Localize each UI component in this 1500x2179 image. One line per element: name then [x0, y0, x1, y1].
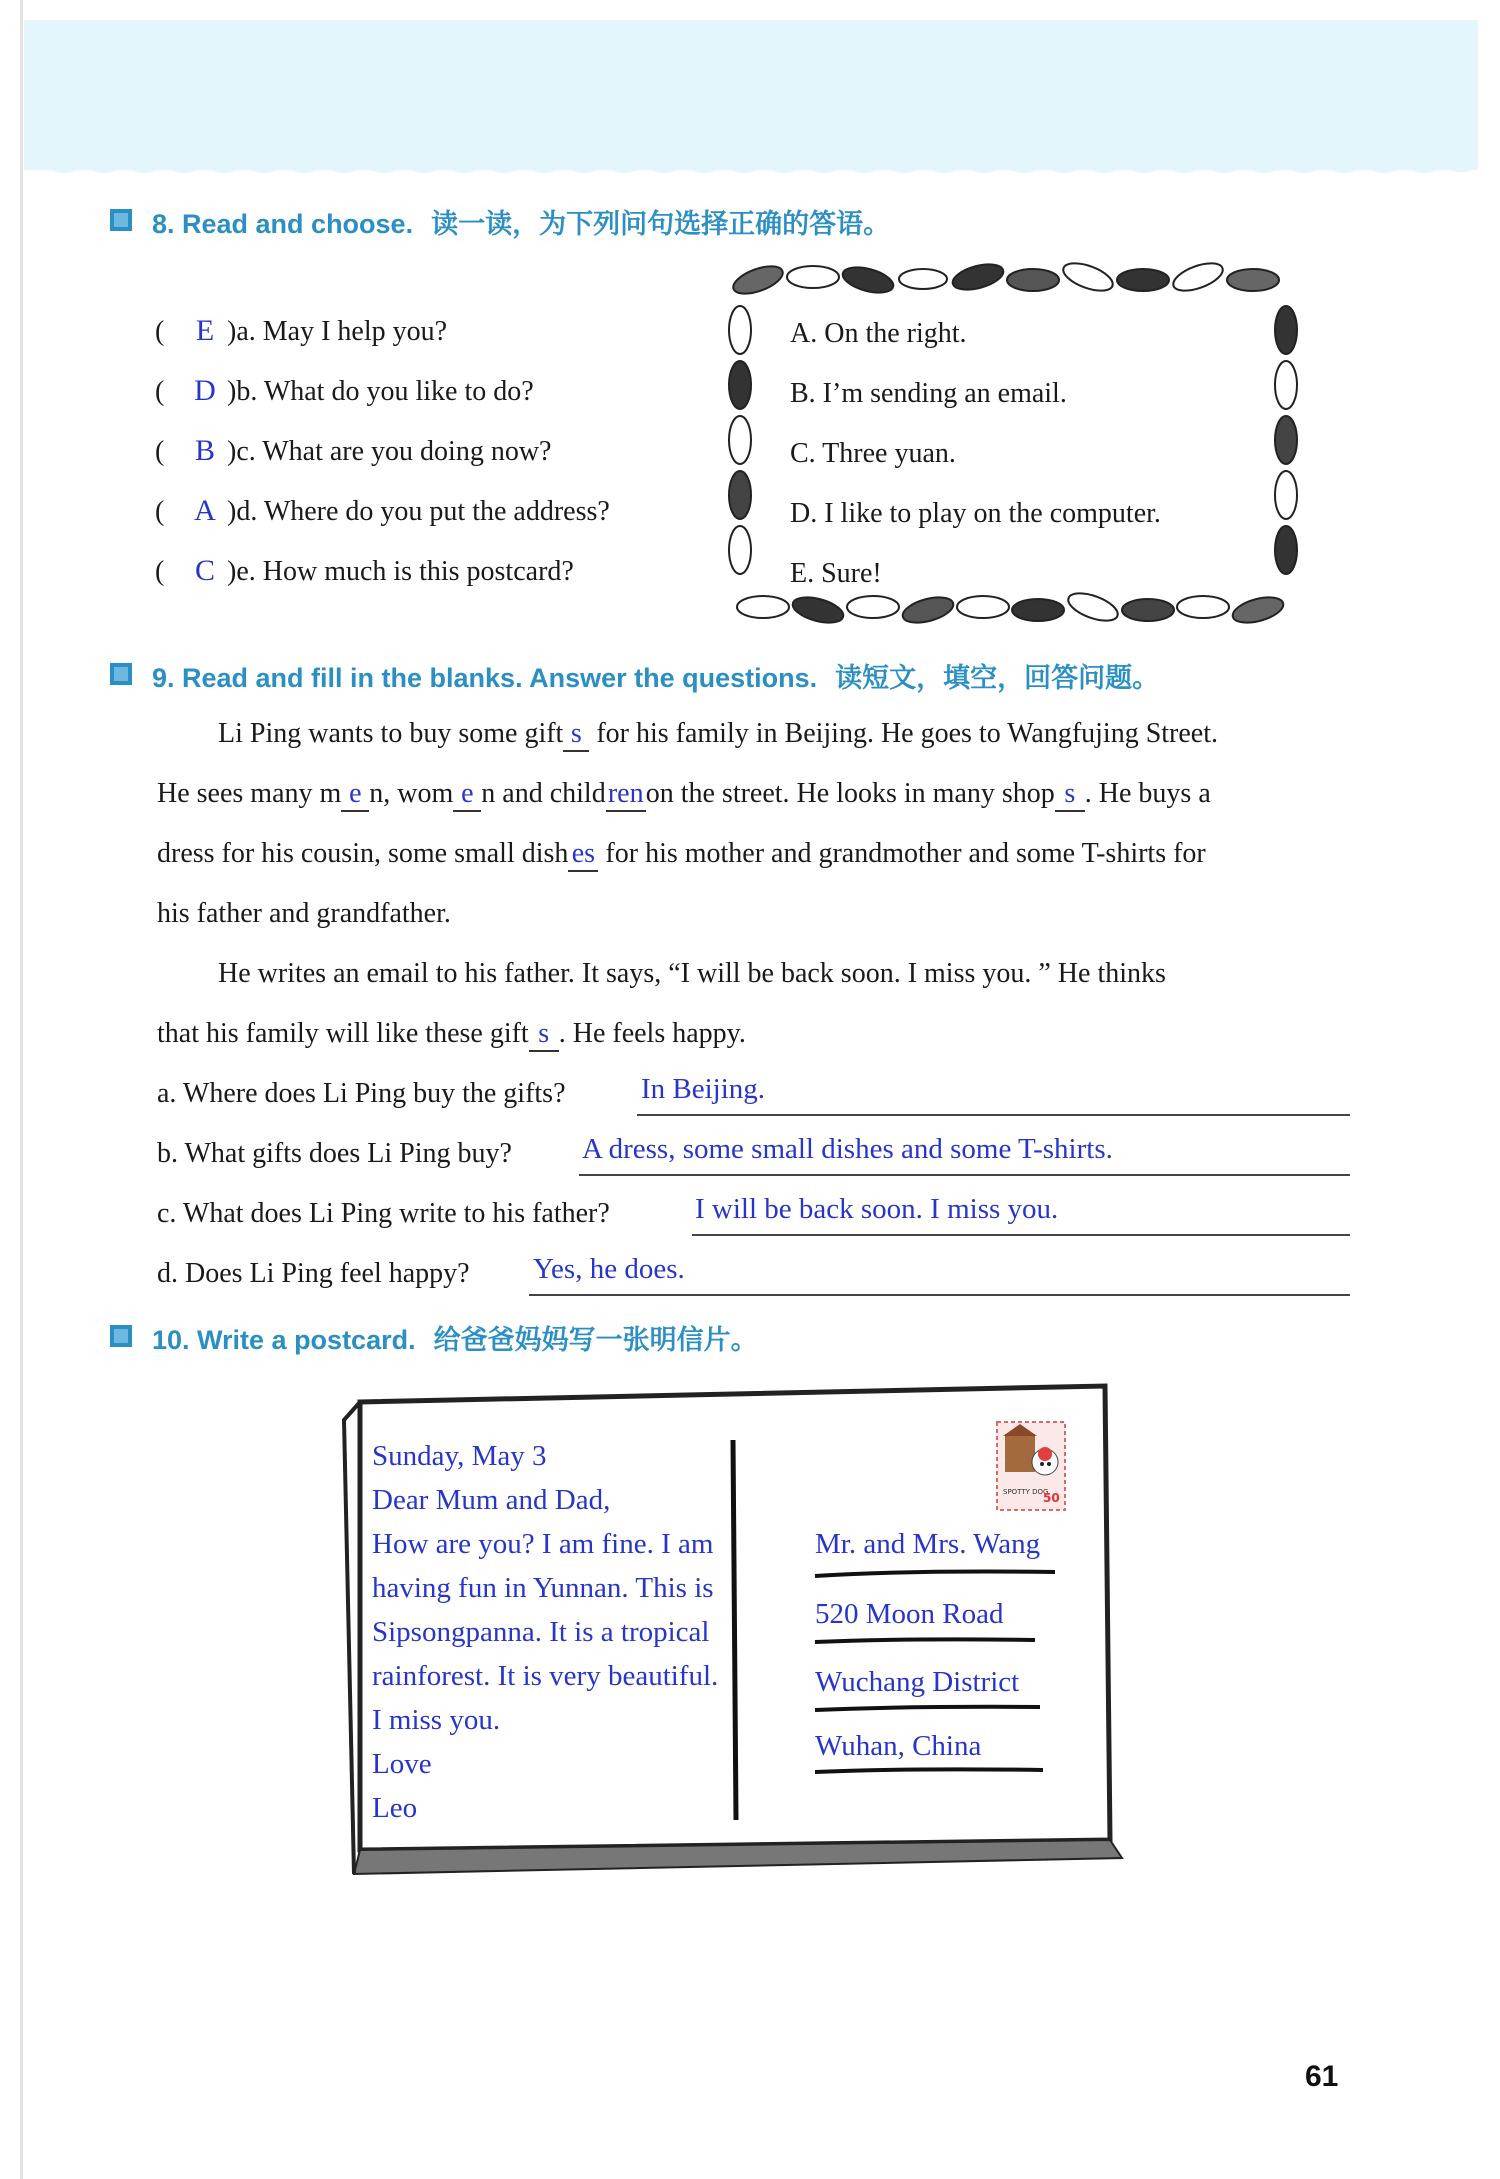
- page-number: 61: [1305, 2060, 1339, 2093]
- section-marker-icon: [110, 663, 132, 685]
- postcard-date[interactable]: Sunday, May 3: [372, 1440, 547, 1472]
- passage-line-2: He sees many m e n, wom e n and childrenon the street. He looks in many shop s . He buys a: [157, 778, 1211, 812]
- postcard-line[interactable]: Sipsongpanna. It is a tropical: [372, 1616, 710, 1648]
- question-b: b. What gifts does Li Ping buy? A dress, some small dishes and some T-shirts.: [157, 1138, 1350, 1170]
- option-b: B. I’m sending an email.: [790, 378, 1067, 409]
- wave-edge: [24, 154, 1478, 184]
- blank-6[interactable]: es: [568, 839, 598, 872]
- blank-5[interactable]: s: [1055, 779, 1085, 812]
- answer-e[interactable]: C: [194, 554, 215, 587]
- answer-c[interactable]: B: [194, 434, 215, 467]
- question-d: d. Does Li Ping feel happy? Yes, he does.: [157, 1258, 1350, 1290]
- option-e: E. Sure!: [790, 558, 882, 589]
- passage-line-1: Li Ping wants to buy some gift s for his family in Beijing. He goes to Wangfujing Street.: [218, 718, 1218, 752]
- option-c: C. Three yuan.: [790, 438, 956, 469]
- passage-line-3: dress for his cousin, some small dish es for his mother and grandmother and some T-shirts for: [157, 838, 1206, 872]
- postcard-line[interactable]: How are you? I am fine. I am: [372, 1528, 714, 1560]
- passage-line-4: his father and grandfather.: [157, 898, 451, 929]
- answer-a[interactable]: E: [195, 314, 215, 347]
- question-a: a. Where does Li Ping buy the gifts? In Beijing.: [157, 1078, 1350, 1110]
- answer-line-a[interactable]: In Beijing.: [641, 1073, 766, 1105]
- blank-2[interactable]: e: [341, 779, 369, 812]
- q8-item-b: ( D )b. What do you like to do?: [155, 374, 534, 407]
- section-marker-icon: [110, 209, 132, 231]
- passage-line-6: that his family will like these gift s . He feels happy.: [157, 1018, 746, 1052]
- passage-line-5: He writes an email to his father. It says, “I will be back soon. I miss you. ” He thinks: [218, 958, 1166, 989]
- answer-rule: [692, 1234, 1350, 1236]
- option-d: D. I like to play on the computer.: [790, 498, 1161, 529]
- answer-rule: [529, 1294, 1350, 1296]
- blank-7[interactable]: s: [529, 1019, 559, 1052]
- section-8-title: 8. Read and choose. 读一读，为下列问句选择正确的答语。: [110, 202, 890, 241]
- postcard-greeting[interactable]: Dear Mum and Dad,: [372, 1484, 611, 1516]
- page-edge: [20, 0, 23, 2179]
- postcard-line[interactable]: I miss you.: [372, 1704, 501, 1736]
- answer-b[interactable]: D: [194, 374, 216, 407]
- svg-text:SPOTTY DOG: SPOTTY DOG: [1003, 1488, 1049, 1496]
- q8-item-e: ( C )e. How much is this postcard?: [155, 554, 574, 587]
- answer-line-b[interactable]: A dress, some small dishes and some T-shirts.: [582, 1133, 1113, 1165]
- answer-rule: [637, 1114, 1350, 1116]
- blank-1[interactable]: s: [563, 719, 589, 752]
- answer-line-c[interactable]: I will be back soon. I miss you.: [695, 1193, 1059, 1225]
- postcard-signature[interactable]: Leo: [372, 1792, 418, 1824]
- q8-item-a: ( E )a. May I help you?: [155, 314, 448, 347]
- postcard-closing[interactable]: Love: [372, 1748, 432, 1780]
- option-a: A. On the right.: [790, 318, 967, 349]
- answer-line-d[interactable]: Yes, he does.: [533, 1253, 685, 1285]
- answer-rule: [579, 1174, 1350, 1176]
- section-10-title: 10. Write a postcard. 给爸爸妈妈写一张明信片。: [110, 1318, 758, 1357]
- address-street[interactable]: 520 Moon Road: [815, 1598, 1004, 1630]
- section-9-title: 9. Read and fill in the blanks. Answer the questions. 读短文，填空，回答问题。: [110, 656, 1159, 695]
- section-marker-icon: [110, 1325, 132, 1347]
- question-c: c. What does Li Ping write to his father? I will be back soon. I miss you.: [157, 1198, 1350, 1230]
- header-band: [24, 20, 1478, 170]
- postcard-line[interactable]: rainforest. It is very beautiful.: [372, 1660, 719, 1692]
- address-district[interactable]: Wuchang District: [815, 1666, 1020, 1698]
- svg-text:50: 50: [1043, 1491, 1060, 1505]
- blank-3[interactable]: e: [453, 779, 481, 812]
- blank-4[interactable]: ren: [606, 779, 646, 812]
- postage-stamp-icon: [995, 1420, 1067, 1512]
- q8-item-c: ( B )c. What are you doing now?: [155, 434, 552, 467]
- q8-item-d: ( A )d. Where do you put the address?: [155, 494, 610, 527]
- address-lines: [810, 1560, 1060, 1780]
- address-city[interactable]: Wuhan, China: [815, 1730, 982, 1762]
- postcard-line[interactable]: having fun in Yunnan. This is: [372, 1572, 714, 1604]
- answer-d[interactable]: A: [194, 494, 216, 527]
- address-name[interactable]: Mr. and Mrs. Wang: [815, 1528, 1041, 1560]
